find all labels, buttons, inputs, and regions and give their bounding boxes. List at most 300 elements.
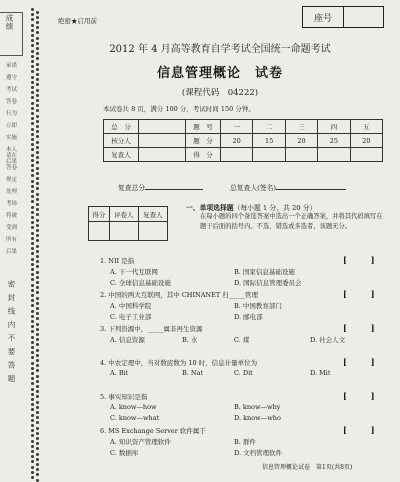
perforation-dot [31, 221, 34, 224]
answer-option: C. 全球信息基础设施 [110, 279, 171, 287]
score-cell: 二 [253, 120, 285, 134]
perforation-dot [31, 471, 34, 474]
perforation-dot [31, 180, 34, 183]
perforation-dot [31, 393, 34, 396]
perforation-dot [31, 76, 34, 79]
answer-option: D. Mit [310, 369, 331, 377]
answer-option: C. know—what [110, 414, 160, 422]
perforation-dot [36, 453, 39, 456]
perforation-dot [31, 419, 34, 422]
score-row-3 [104, 148, 383, 162]
perforation-dot [31, 247, 34, 250]
perforation-dot [31, 159, 34, 162]
perforation-dot [31, 13, 34, 16]
bracket-close: ] [370, 425, 375, 435]
perforation-dot [31, 8, 34, 11]
margin-notice-line: 遵守 [6, 75, 18, 81]
perforation-dot [36, 177, 39, 180]
answer-bracket[interactable] [343, 289, 375, 299]
answer-option: B. 水 [182, 336, 198, 344]
perforation-dot [36, 182, 39, 185]
perforation-dot [31, 273, 34, 276]
review-total-blank[interactable] [145, 182, 203, 190]
perforation-dot [31, 455, 34, 458]
question-stem: 3. 下列资源中，_____属非再生资源 [100, 325, 203, 333]
exam-title: 2012 年 4 月高等教育自学考试全国统一命题考试 [109, 44, 331, 55]
scorer-header: 得分 [89, 207, 110, 222]
margin-notice-line: 规定 [6, 177, 18, 183]
question-stem: 2. 中国的两大互联网，其中 CHINANET 归_____管理 [100, 291, 259, 299]
perforation-dot [36, 333, 39, 336]
answer-option: C. 电子工业部 [110, 313, 152, 321]
perforation-dot [36, 198, 39, 201]
perforation-dot [36, 317, 39, 320]
perforation-dot [31, 185, 34, 188]
perforation-dot [36, 432, 39, 435]
perforation-dot [36, 187, 39, 190]
perforation-dot [31, 133, 34, 136]
perforation-dot [31, 91, 34, 94]
perforation-dot [36, 364, 39, 367]
perforation-dot [31, 336, 34, 339]
perforation-dot [36, 343, 39, 346]
question-stem: 6. MS Exchange Server 软件属于 [100, 427, 206, 435]
perforation-dot [31, 252, 34, 255]
margin-notice-line: 所有 [6, 237, 18, 243]
perforation-dot [36, 468, 39, 471]
perforation-dot [36, 161, 39, 164]
perforation-dot [31, 372, 34, 375]
perforation-dot [36, 63, 39, 66]
perforation-dot [31, 216, 34, 219]
margin-notice-column-2 [6, 150, 20, 258]
perforation-dot [31, 429, 34, 432]
perforation-dot [36, 193, 39, 196]
question-stem: 4. 中农定理中，当对数底数为 10 时，信息计量单位为 [100, 359, 258, 367]
perforation-dot [36, 224, 39, 227]
margin-notice-line: 受到 [6, 225, 18, 231]
perforation-dot [31, 138, 34, 141]
perforation-dot [31, 60, 34, 63]
perforation-dot [36, 307, 39, 310]
perforation-dot [36, 146, 39, 149]
answer-bracket[interactable] [343, 391, 375, 401]
perforation-dot [36, 234, 39, 237]
perforation-dot [36, 89, 39, 92]
perforation-dot [36, 47, 39, 50]
binding-margin [0, 0, 24, 482]
answer-option: A. 信息资源 [110, 336, 145, 344]
answer-option: C. 煤 [234, 336, 250, 344]
answer-option: A. 下一代互联网 [110, 268, 158, 276]
perforation-dot [31, 237, 34, 240]
perforation-dot [31, 190, 34, 193]
perforation-dot [36, 151, 39, 154]
perforation-dot [31, 330, 34, 333]
perforation-dot [31, 304, 34, 307]
perforation-dot [31, 414, 34, 417]
perforation-dot [36, 359, 39, 362]
perforation-dot [36, 172, 39, 175]
perforation-dot [31, 460, 34, 463]
answer-option: C. Dit [234, 369, 253, 377]
reviewer-label: 总复查人(签名) [230, 184, 277, 192]
perforation-dot [36, 421, 39, 424]
score-cell: 一 [221, 120, 253, 134]
perforation-dot [31, 388, 34, 391]
perforation-dot [36, 411, 39, 414]
perforation-dot [31, 403, 34, 406]
perforation-dot [36, 323, 39, 326]
perforation-dot [36, 141, 39, 144]
score-cell[interactable] [253, 148, 285, 162]
answer-option: A. 中国科学院 [110, 302, 152, 310]
answer-option: C. 数据库 [110, 449, 139, 457]
perforation-dot [31, 128, 34, 131]
perforation-dot [36, 458, 39, 461]
perforation-dot [31, 154, 34, 157]
margin-notice-line: 实施 [6, 135, 18, 141]
perforation-dot [36, 250, 39, 253]
answer-option: D. know—who [234, 414, 281, 422]
perforation-dot [31, 55, 34, 58]
bracket-open: [ [343, 391, 347, 401]
answer-option: B. 群件 [234, 438, 256, 446]
margin-notice-line: 立即 [6, 123, 18, 129]
perforation-dot [36, 203, 39, 206]
perforation-dot [31, 440, 34, 443]
perforation-dot [36, 245, 39, 248]
perforation-dot [36, 104, 39, 107]
score-cell: 三 [285, 120, 317, 134]
score-cell: 四 [318, 120, 350, 134]
perforation-dot [31, 18, 34, 21]
perforation-dot [36, 349, 39, 352]
answer-bracket[interactable] [343, 255, 375, 265]
perforation-dot [36, 406, 39, 409]
margin-notice-line: 处理 [6, 189, 18, 195]
seat-label: 座号 [303, 7, 344, 27]
perforation-dot [36, 401, 39, 404]
perforation-dot [36, 286, 39, 289]
scorer-header: 复查人 [138, 207, 167, 222]
perforation-dot [36, 354, 39, 357]
perforation-dot [36, 390, 39, 393]
perforation-dot [36, 447, 39, 450]
seat-number-field[interactable] [344, 7, 383, 27]
score-box-label: 成绩 [5, 14, 14, 31]
perforation-dot [31, 206, 34, 209]
perforation-dot [31, 398, 34, 401]
perforation-dot [36, 271, 39, 274]
perforation-dot [31, 226, 34, 229]
perforation-dot [31, 289, 34, 292]
section-meta: （每小题 1 分，共 20 分） [233, 204, 317, 212]
perforation-dot [36, 130, 39, 133]
section-description: 在每小题的四个备选答案中选出一个正确答案，并将其代码填写在题干后面的括号内。不选、错选或多选者，该题无分。 [200, 213, 383, 230]
answer-option: A. know—how [110, 403, 157, 411]
section-heading [186, 202, 316, 212]
perforation-line [31, 0, 43, 482]
section-title: 一、单项选择题 [186, 204, 234, 212]
perforation-dot [31, 143, 34, 146]
perforation-dot [31, 382, 34, 385]
perforation-dot [31, 346, 34, 349]
score-cell: 题 号 [186, 120, 221, 134]
perforation-dot [31, 356, 34, 359]
margin-notice-line: 将被 [6, 213, 18, 219]
perforation-dot [31, 476, 34, 479]
perforation-dot [36, 99, 39, 102]
perforation-dot [31, 351, 34, 354]
perforation-dot [31, 320, 34, 323]
review-total [118, 182, 203, 192]
score-cell: 核分人 [104, 134, 139, 148]
answer-option: B. know—why [234, 403, 281, 411]
scorer-header: 评卷人 [109, 207, 138, 222]
answer-bracket[interactable] [343, 357, 375, 367]
perforation-dot [31, 169, 34, 172]
bracket-close: ] [370, 391, 375, 401]
answer-option: A. Bit [110, 369, 129, 377]
perforation-dot [31, 232, 34, 235]
perforation-dot [36, 416, 39, 419]
score-cell: 15 [253, 134, 285, 148]
scorer-cell[interactable] [89, 222, 110, 241]
perforation-dot [31, 122, 34, 125]
question-stem: 1. NII 是指 [100, 257, 135, 265]
perforation-dot [31, 242, 34, 245]
answer-option: D. 文档管理软件 [234, 449, 283, 457]
margin-notice-line: 本人 [6, 147, 18, 153]
perforation-dot [31, 367, 34, 370]
score-cell: 题 分 [186, 134, 221, 148]
perforation-dot [36, 255, 39, 258]
score-cell[interactable] [221, 148, 253, 162]
bracket-open: [ [343, 357, 347, 367]
perforation-dot [36, 239, 39, 242]
margin-notice-line: 考场 [6, 201, 18, 207]
score-cell[interactable] [139, 148, 186, 162]
perforation-dot [36, 369, 39, 372]
score-cell: 20 [350, 134, 382, 148]
perforation-dot [36, 167, 39, 170]
score-cell: 20 [285, 134, 317, 148]
perforation-dot [36, 42, 39, 45]
bracket-open: [ [343, 255, 347, 265]
seat-number-box [302, 6, 384, 28]
score-cell[interactable] [139, 134, 186, 148]
perforation-dot [31, 81, 34, 84]
score-cell: 复查人 [104, 148, 139, 162]
answer-bracket[interactable] [343, 425, 375, 435]
margin-notice-line: 行为 [6, 111, 18, 117]
review-total-label: 复查总分 [118, 184, 146, 192]
perforation-dot [36, 463, 39, 466]
perforation-dot [36, 291, 39, 294]
perforation-dot [36, 380, 39, 383]
answer-option: D. 邮电部 [234, 313, 263, 321]
perforation-dot [31, 39, 34, 42]
perforation-dot [36, 219, 39, 222]
seal-line-text: 密封线内不要答题 [7, 280, 16, 388]
perforation-dot [31, 424, 34, 427]
perforation-dot [31, 174, 34, 177]
perforation-dot [36, 281, 39, 284]
perforation-dot [36, 78, 39, 81]
perforation-dot [36, 276, 39, 279]
perforation-dot [36, 437, 39, 440]
perforation-dot [31, 450, 34, 453]
perforation-dot [36, 208, 39, 211]
perforation-dot [36, 57, 39, 60]
perforation-dot [31, 148, 34, 151]
margin-notice-line: 后果 [6, 159, 18, 165]
perforation-dot [36, 338, 39, 341]
perforation-dot [31, 96, 34, 99]
score-cell: 五 [350, 120, 382, 134]
margin-notice-line: 考试 [6, 87, 18, 93]
margin-notice-line: 答卷 [6, 165, 18, 171]
perforation-dot [31, 325, 34, 328]
perforation-dot [31, 34, 34, 37]
perforation-dot [36, 26, 39, 29]
perforation-dot [36, 302, 39, 305]
perforation-dot [31, 299, 34, 302]
perforation-dot [36, 135, 39, 138]
bracket-open: [ [343, 289, 347, 299]
perforation-dot [36, 16, 39, 19]
answer-option: D. 社会人文 [310, 336, 346, 344]
perforation-dot [31, 200, 34, 203]
perforation-dot [36, 21, 39, 24]
course-code: (课程代码 04222) [181, 88, 259, 98]
perforation-dot [36, 11, 39, 14]
score-cell[interactable] [350, 148, 382, 162]
perforation-dot [31, 258, 34, 261]
perforation-dot [31, 362, 34, 365]
perforation-dot [36, 385, 39, 388]
subject-title: 信息管理概论 试卷 [156, 66, 283, 81]
perforation-dot [31, 408, 34, 411]
perforation-dot [31, 50, 34, 53]
answer-bracket[interactable] [343, 323, 375, 333]
perforation-dot [31, 445, 34, 448]
perforation-dot [31, 377, 34, 380]
perforation-dot [31, 102, 34, 105]
score-cell[interactable] [318, 148, 350, 162]
perforation-dot [36, 31, 39, 34]
perforation-dot [36, 52, 39, 55]
bracket-close: ] [370, 357, 375, 367]
margin-notice-line: 请在 [6, 153, 18, 159]
perforation-dot [36, 479, 39, 482]
perforation-dot [36, 120, 39, 123]
perforation-dot [31, 164, 34, 167]
perforation-dot [36, 297, 39, 300]
perforation-dot [36, 115, 39, 118]
margin-notice-line: 承诺 [6, 63, 18, 69]
scorer-table [88, 206, 168, 241]
score-table [103, 119, 383, 162]
perforation-dot [31, 44, 34, 47]
perforation-dot [31, 117, 34, 120]
perforation-dot [36, 427, 39, 430]
bracket-close: ] [370, 289, 375, 299]
perforation-dot [31, 310, 34, 313]
perforation-dot [36, 37, 39, 40]
perforation-dot [31, 195, 34, 198]
margin-notice-line: 答卷 [6, 99, 18, 105]
perforation-dot [31, 112, 34, 115]
perforation-dot [31, 107, 34, 110]
reviewer-signature [230, 182, 346, 192]
score-cell: 20 [221, 134, 253, 148]
perforation-dot [36, 109, 39, 112]
bracket-open: [ [343, 323, 347, 333]
score-cell: 25 [318, 134, 350, 148]
score-cell[interactable] [285, 148, 317, 162]
perforation-dot [31, 70, 34, 73]
question-stem: 5. 事实知识是指 [100, 393, 148, 401]
perforation-dot [31, 263, 34, 266]
perforation-dot [31, 65, 34, 68]
score-cell[interactable] [139, 120, 186, 134]
perforation-dot [36, 260, 39, 263]
perforation-dot [36, 156, 39, 159]
perforation-dot [31, 24, 34, 27]
perforation-dot [31, 341, 34, 344]
paper-info: 本试卷共 8 页，满分 100 分，考试时间 150 分钟。 [103, 105, 255, 113]
perforation-dot [31, 211, 34, 214]
perforation-dot [36, 265, 39, 268]
perforation-dot [36, 395, 39, 398]
answer-option: D. 国际信息管理委员会 [234, 279, 302, 287]
page-footer: 信息管理概论试卷 第1页(共8页) [262, 464, 353, 471]
score-row-1 [104, 120, 383, 134]
perforation-dot [36, 229, 39, 232]
perforation-dot [36, 213, 39, 216]
perforation-dot [36, 73, 39, 76]
bracket-close: ] [370, 255, 375, 265]
perforation-dot [31, 434, 34, 437]
bracket-open: [ [343, 425, 347, 435]
perforation-dot [31, 294, 34, 297]
perforation-dot [31, 284, 34, 287]
perforation-dot [31, 268, 34, 271]
score-row-2 [104, 134, 383, 148]
perforation-dot [31, 278, 34, 281]
scorer-cell[interactable] [138, 222, 167, 241]
perforation-dot [31, 315, 34, 318]
perforation-dot [31, 86, 34, 89]
perforation-dot [36, 375, 39, 378]
answer-option: A. 知识资产管理软件 [110, 438, 171, 446]
score-cell: 总 分 [104, 120, 139, 134]
scorer-cell[interactable] [109, 222, 138, 241]
score-cell: 得 分 [186, 148, 221, 162]
confidential-mark: 绝密★启用前 [58, 17, 97, 25]
perforation-dot [31, 466, 34, 469]
perforation-dot [36, 83, 39, 86]
answer-option: B. 中国教育部门 [234, 302, 282, 310]
perforation-dot [36, 94, 39, 97]
perforation-dot [36, 473, 39, 476]
perforation-dot [36, 68, 39, 71]
answer-option: B. Nat [182, 369, 204, 377]
reviewer-signature-blank[interactable] [276, 182, 346, 190]
perforation-dot [36, 442, 39, 445]
